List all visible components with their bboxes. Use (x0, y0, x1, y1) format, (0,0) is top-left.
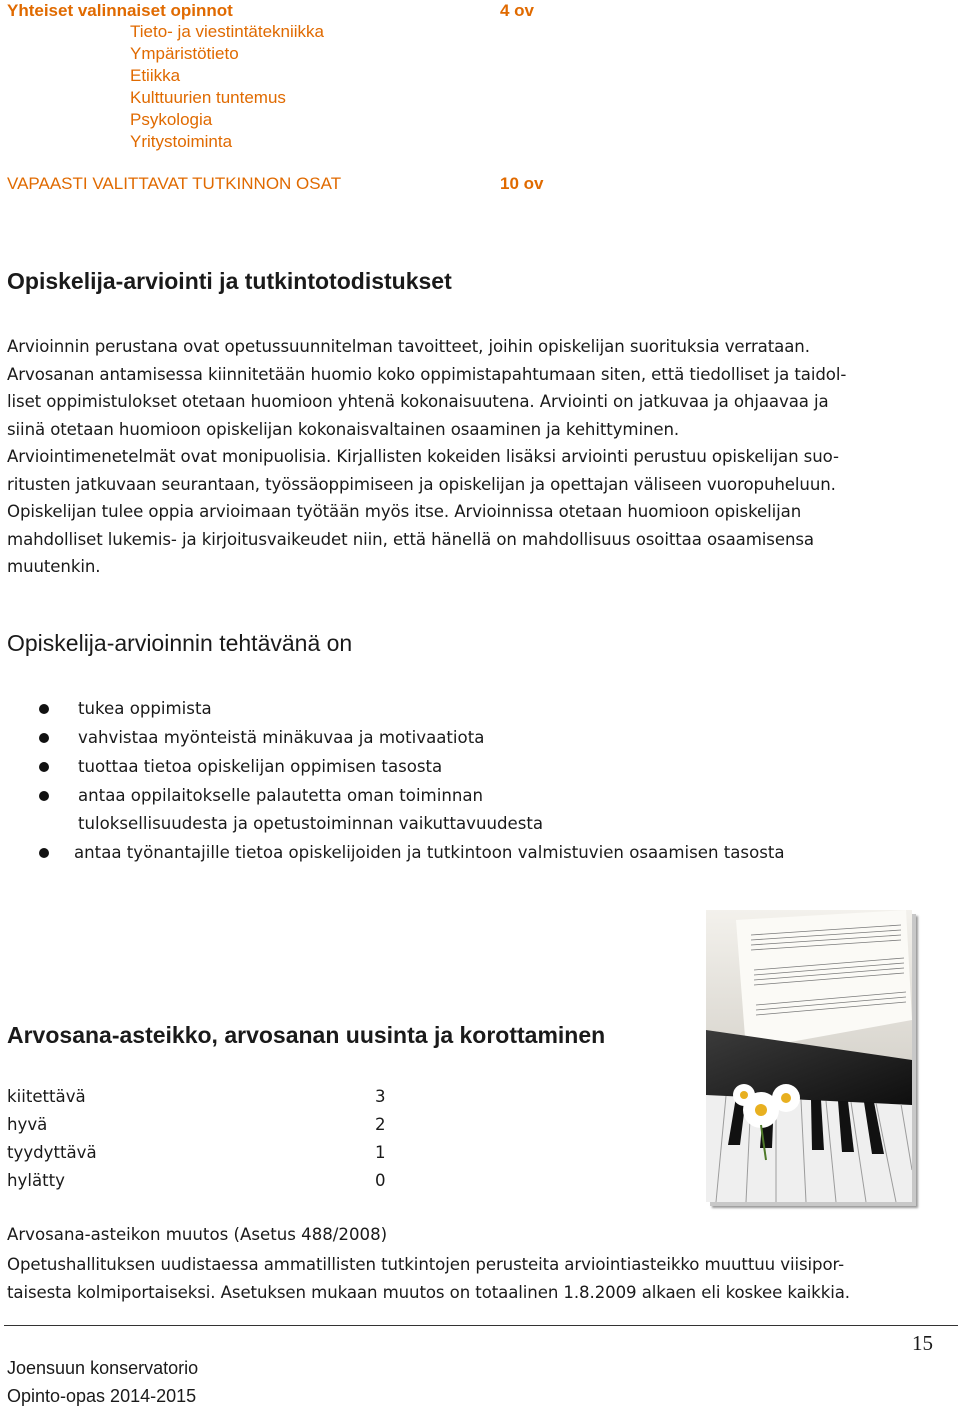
grade-row (7, 1143, 407, 1171)
paragraph-line: Arvioinnin perustana ovat opetussuunnitelman tavoitteet, joihin opiskelijan suorituksia verrataan. (7, 337, 810, 356)
grade-row (7, 1171, 407, 1199)
bullet-icon (39, 733, 49, 743)
grade-row (7, 1115, 407, 1143)
subject-item: Tieto- ja viestintätekniikka (130, 22, 325, 41)
paragraph-line: mahdolliset lukemis- ja kirjoitusvaikeudet niin, että hänellä on mahdollisuus osoittaa osaamisensa (7, 529, 814, 549)
list-item: tukea oppimista (40, 695, 894, 723)
paragraph-line: Opiskelijan tulee oppia arvioimaan työtään myös itse. Arvioinnissa otetaan huomioon opiskelijan (7, 502, 802, 521)
bullet-icon (39, 848, 49, 858)
assessment-heading: Opiskelija-arviointi ja tutkintotodistukset (7, 268, 452, 294)
bullet-icon (39, 791, 49, 801)
tasks-heading: Opiskelija-arvioinnin tehtävänä on (7, 630, 353, 656)
grade-row (7, 1087, 407, 1115)
list-item: vahvistaa myönteistä minäkuvaa ja motivaatiota (40, 724, 894, 752)
list-item: antaa oppilaitokselle palautetta oman toiminnan tuloksellisuudesta ja opetustoiminnan vaikuttavuudesta (40, 782, 894, 837)
subject-item: Yritystoiminta (130, 132, 233, 151)
piano-icon (706, 910, 912, 1202)
subject-list (130, 21, 324, 153)
bullet-icon (39, 762, 49, 772)
grade-value: 3 (375, 1087, 386, 1106)
section-title: Yhteiset valinnaiset opinnot (7, 1, 233, 20)
grade-label: tyydyttävä (7, 1143, 97, 1162)
grades-heading: Arvosana-asteikko, arvosanan uusinta ja korottaminen (7, 1022, 606, 1048)
grade-value: 2 (375, 1115, 386, 1134)
footer-guide: Opinto-opas 2014-2015 (7, 1386, 197, 1406)
subject-item: Kulttuurien tuntemus (130, 88, 286, 107)
grades-change-paragraph (7, 1251, 952, 1306)
page-number: 15 (912, 1331, 933, 1355)
free-credits: 10 ov (500, 174, 544, 193)
footer-divider (4, 1325, 958, 1326)
bullet-icon (39, 704, 49, 714)
grade-label: hyvä (7, 1115, 48, 1134)
grade-value: 0 (375, 1171, 386, 1190)
paragraph-line: Arviointimenetelmät ovat monipuolisia. Kirjallisten kokeiden lisäksi arviointi perustuu opiskelijan suo- (7, 447, 839, 466)
grade-label: kiitettävä (7, 1087, 86, 1106)
paragraph-line: Opetushallituksen uudistaessa ammatillisten tutkintojen perusteita arviointiasteikko muuttuu viisipor- (7, 1255, 845, 1274)
footer-school: Joensuun konservatorio (7, 1358, 199, 1378)
paragraph-line: siinä otetaan huomioon opiskelijan kokonaisvaltainen osaaminen ja kehittyminen. (7, 419, 680, 439)
piano-with-flowers-photo (706, 910, 912, 1202)
paragraph-line: ritusten jatkuvaan seurantaan, työssäoppimiseen ja opiskelijan ja opettajan väliseen vuoropuheluun. (7, 474, 836, 494)
grade-label: hylätty (7, 1171, 65, 1190)
paragraph-line: liset oppimistulokset otetaan huomioon yhtenä kokonaisuutena. Arviointi on jatkuvaa ja ohjaavaa ja (7, 392, 829, 411)
subject-item: Ympäristötieto (130, 44, 239, 63)
tasks-list (40, 695, 894, 868)
paragraph-line: Arvosanan antamisessa kiinnitetään huomio koko oppimistapahtumaan siten, että tiedolliset ja taidol- (7, 364, 847, 384)
list-item: tuottaa tietoa opiskelijan oppimisen tasosta (40, 753, 894, 781)
grades-change-title: Arvosana-asteikon muutos (Asetus 488/2008) (7, 1225, 388, 1244)
paragraph-line: taisesta kolmiportaiseksi. Asetuksen mukaan muutos on totaalinen 1.8.2009 alkaen eli koskee kaikkia. (7, 1282, 850, 1302)
assessment-paragraph (7, 333, 952, 581)
subject-item: Etiikka (130, 66, 181, 85)
paragraph-line: muutenkin. (7, 557, 101, 576)
list-item: antaa työnantajille tietoa opiskelijoiden ja tutkintoon valmistuvien osaamisen tasosta (36, 839, 894, 867)
grade-value: 1 (375, 1143, 386, 1162)
free-title: VAPAASTI VALITTAVAT TUTKINNON OSAT (7, 174, 342, 193)
subject-item: Psykologia (130, 110, 213, 129)
section-credits: 4 ov (500, 1, 535, 20)
